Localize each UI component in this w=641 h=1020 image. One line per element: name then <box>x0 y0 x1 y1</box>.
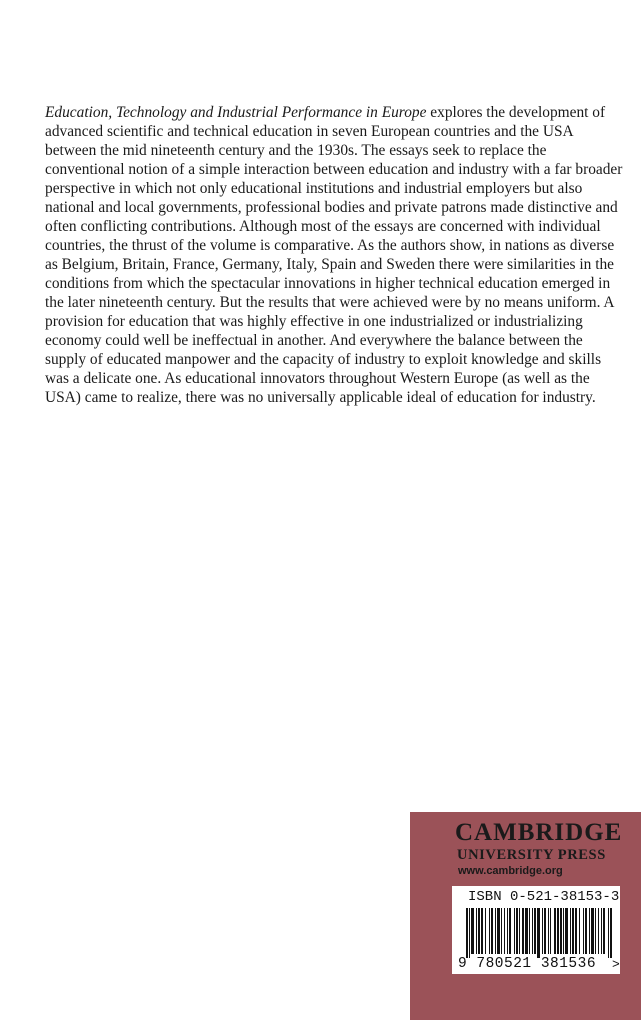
publisher-logo-name: CAMBRIDGE <box>455 819 623 846</box>
publisher-logo-subtitle: UNIVERSITY PRESS <box>457 847 606 863</box>
description-body: explores the development of advanced scientific and technical education in seven European countries and the USA between the mid nineteenth century and the 1930s. The essays seek to replace the conventional notion of a simple interaction between education and industry with a far broader perspective in which not only educational institutions and industrial employers but also national and local governments, professional bodies and private patrons made distinctive and often conflicting contributions. Although most of the essays are concerned with individual countries, the thrust of the volume is comparative. As the authors show, in nations as diverse as Belgium, Britain, France, Germany, Italy, Spain and Sweden there were similarities in the conditions from which the spectacular innovations in higher technical education emerged in the later nineteenth century. But the results that were achieved were by no means uniform. A provision for education that was highly effective in one industrialized or industrializing economy could well be ineffectual in another. And everywhere the balance between the supply of educated manpower and the capacity of industry to exploit knowledge and skills was a delicate one. As educational innovators throughout Western Europe (as well as the USA) came to realize, there was no universally applicable ideal of education for industry. <box>45 104 623 406</box>
svg-text:>: > <box>612 957 620 972</box>
ean-digits: 9 780521 381536 <box>458 956 597 972</box>
isbn-label: ISBN 0-521-38153-3 <box>468 889 620 905</box>
barcode-panel <box>452 886 620 974</box>
book-description <box>45 103 625 407</box>
publisher-box <box>410 812 641 1020</box>
book-title: Education, Technology and Industrial Performance in Europe <box>45 104 427 121</box>
publisher-url: www.cambridge.org <box>458 865 563 877</box>
